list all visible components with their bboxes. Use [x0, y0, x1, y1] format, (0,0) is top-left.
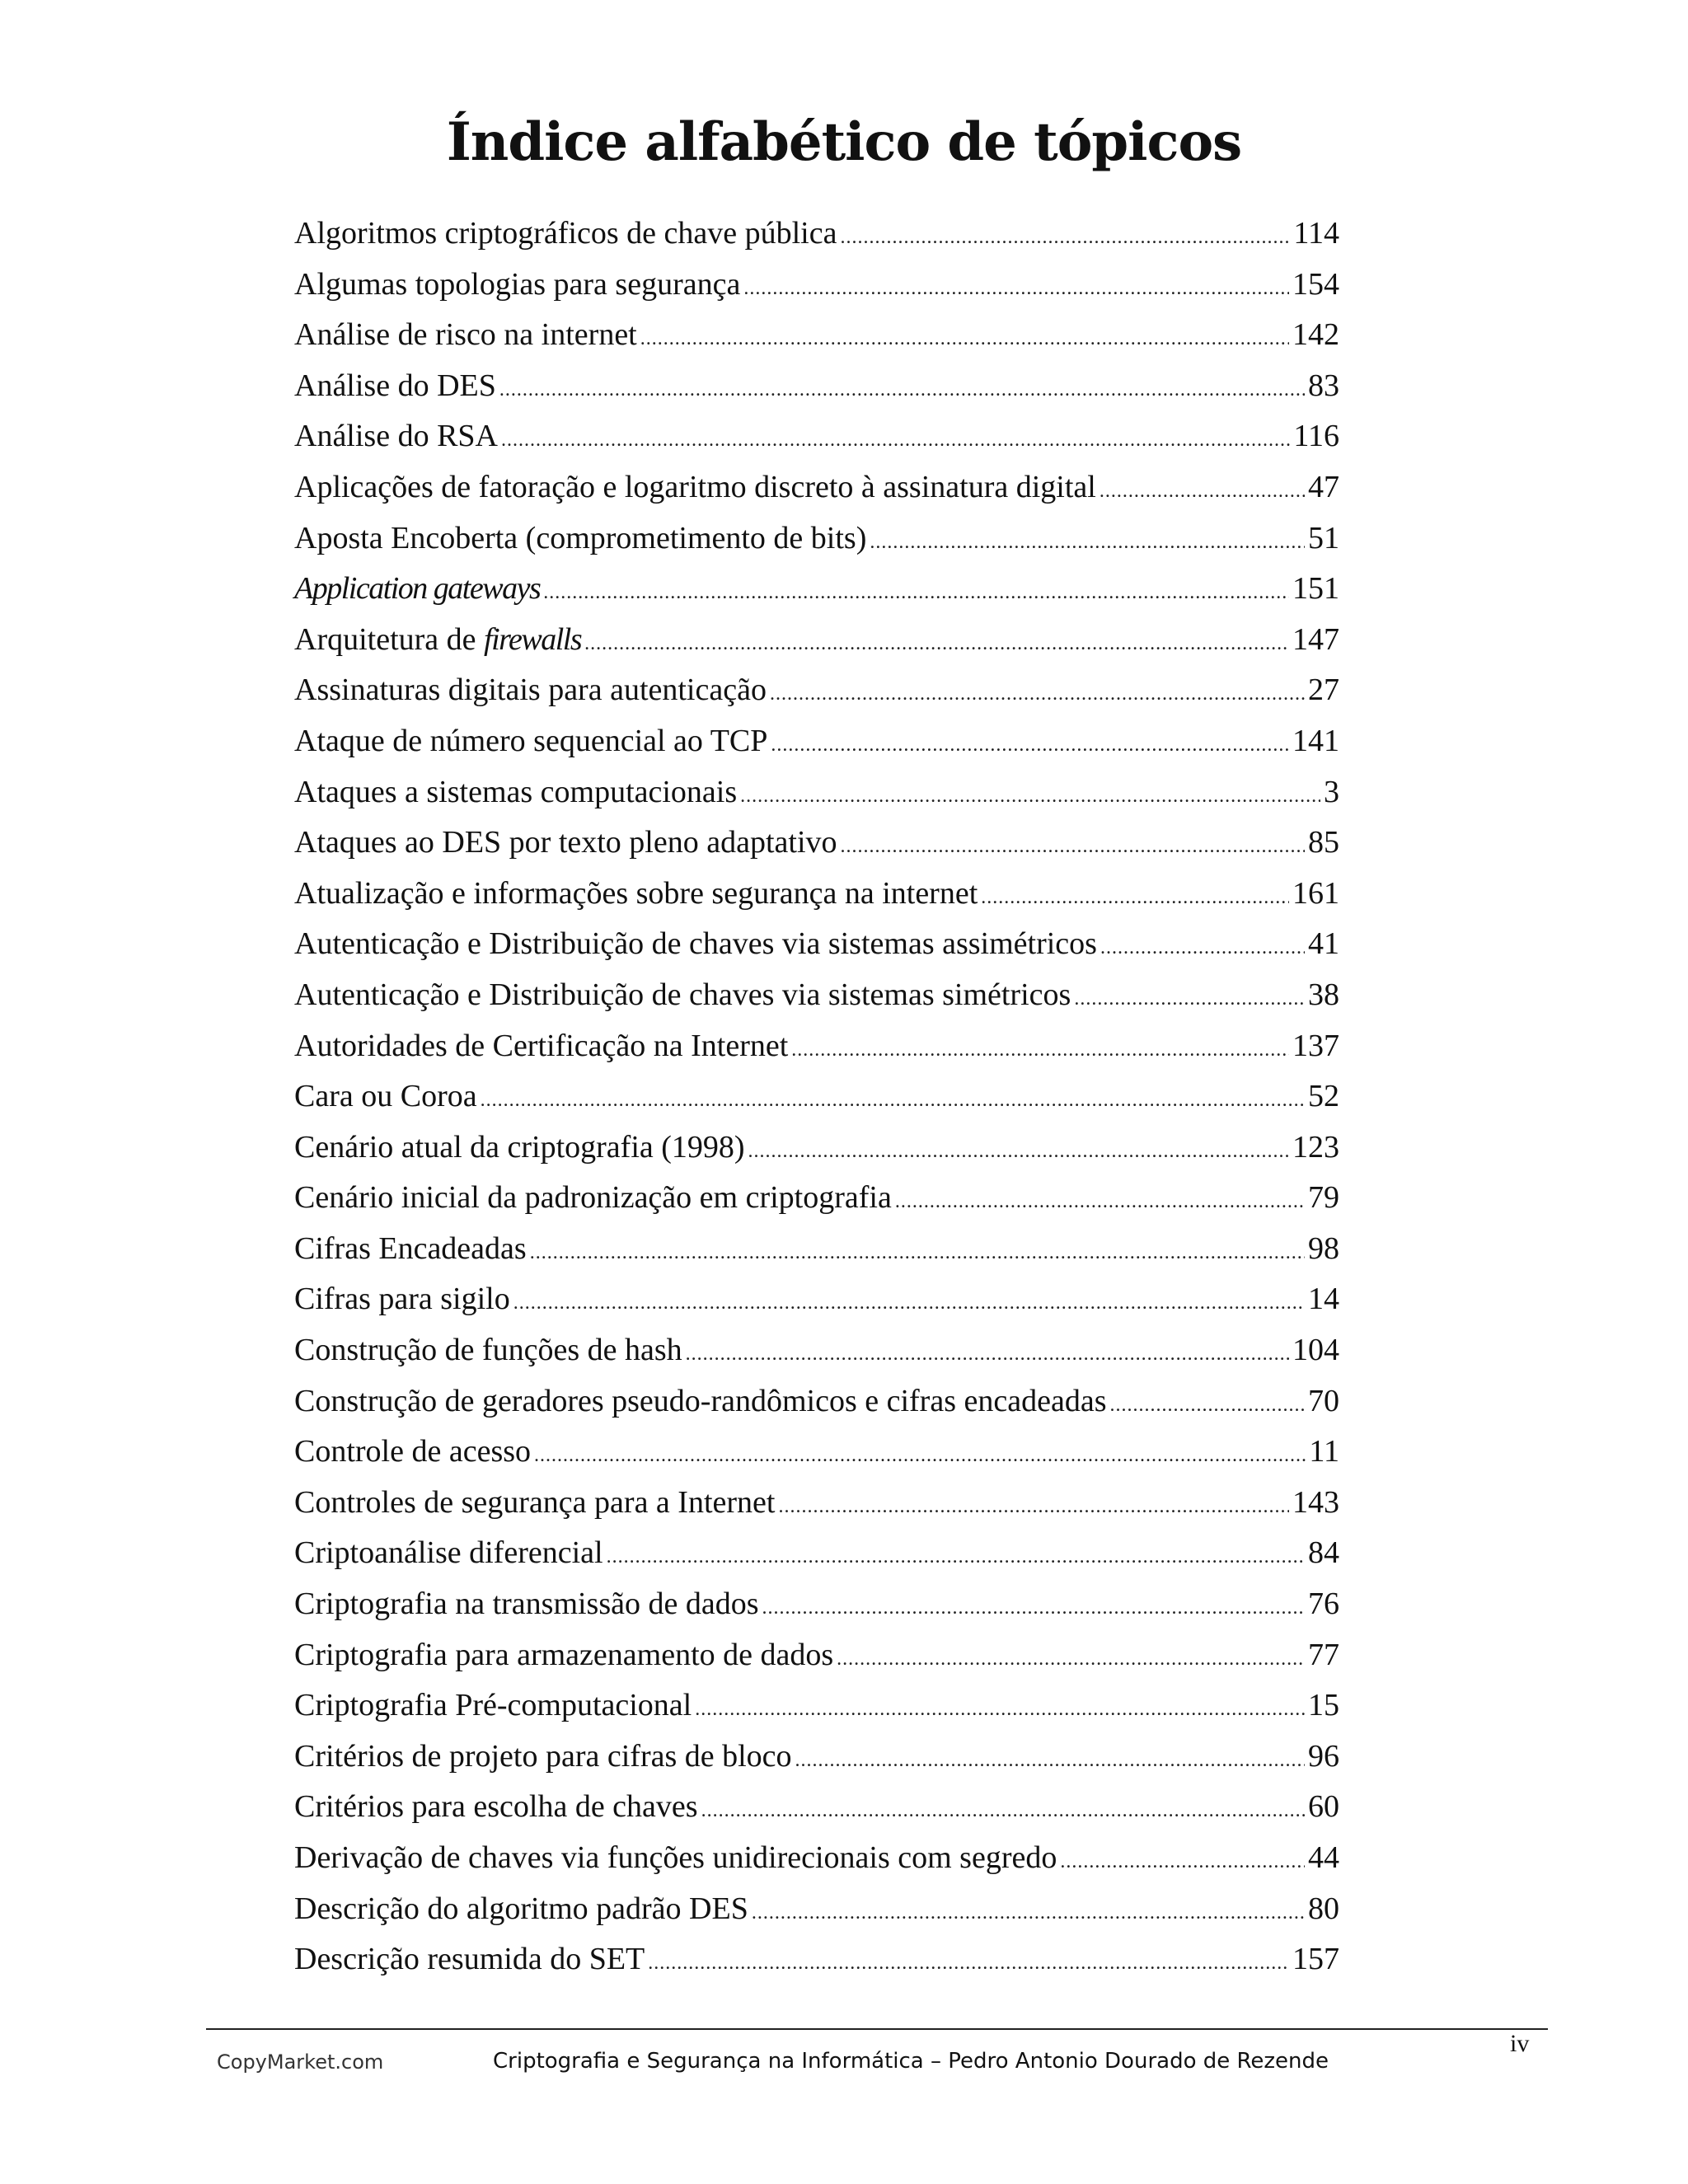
index-entry — [294, 310, 1339, 361]
footer-divider — [206, 2028, 1548, 2030]
index-entry — [294, 1274, 1339, 1325]
entry-page: 147 — [1292, 621, 1339, 657]
dot-leader — [640, 314, 1289, 365]
entry-label: Aposta Encoberta (comprometimento de bits) — [294, 520, 867, 555]
entry-label: Cara ou Coroa — [294, 1079, 477, 1114]
dot-leader — [686, 1329, 1289, 1380]
dot-leader — [778, 1482, 1289, 1533]
dot-leader — [499, 365, 1305, 416]
dot-leader — [534, 1431, 1306, 1482]
entry-label: Autenticação e Distribuição de chaves via sistemas assimétricos — [294, 926, 1097, 962]
entry-page: 84 — [1308, 1535, 1339, 1571]
index-entry — [294, 564, 1339, 615]
dot-leader — [701, 1786, 1305, 1837]
entry-page: 14 — [1308, 1282, 1339, 1317]
entry-label: Application gateways — [294, 571, 541, 607]
entry-page: 44 — [1308, 1840, 1339, 1875]
entry-label: Autoridades de Certificação na Internet — [294, 1028, 789, 1063]
index-entry — [294, 1782, 1339, 1833]
entry-page: 142 — [1292, 317, 1339, 353]
index-entry — [294, 361, 1339, 412]
index-entry — [294, 1021, 1339, 1072]
entry-label: Algoritmos criptográficos de chave pública — [294, 216, 837, 251]
dot-leader — [513, 1278, 1305, 1329]
entry-page: 96 — [1308, 1738, 1339, 1774]
index-entry — [294, 919, 1339, 970]
index-entry — [294, 1427, 1339, 1478]
dot-leader — [981, 873, 1289, 924]
dot-leader — [543, 568, 1289, 619]
entry-page: 114 — [1293, 216, 1339, 251]
dot-leader — [740, 771, 1320, 823]
dot-leader — [870, 518, 1305, 569]
dot-leader — [1100, 466, 1305, 518]
dot-leader — [1109, 1380, 1305, 1432]
entry-label-prefix: Arquitetura de — [294, 621, 485, 657]
dot-leader — [481, 1076, 1305, 1127]
entry-page: 98 — [1308, 1230, 1339, 1266]
dot-leader — [762, 1583, 1305, 1634]
entry-page: 15 — [1308, 1688, 1339, 1723]
entry-page: 38 — [1308, 977, 1339, 1012]
entry-label: Ataques ao DES por texto pleno adaptativo — [294, 825, 837, 860]
entry-page: 77 — [1308, 1637, 1339, 1672]
index-entry — [294, 665, 1339, 716]
index-entry — [294, 1071, 1339, 1122]
dot-leader — [841, 822, 1305, 873]
dot-leader — [1100, 923, 1305, 974]
dot-leader — [695, 1685, 1305, 1736]
entry-page: 161 — [1292, 875, 1339, 911]
index-entry — [294, 1224, 1339, 1275]
entry-label — [294, 615, 581, 666]
dot-leader — [584, 619, 1289, 670]
index-entry — [294, 1579, 1339, 1630]
entry-label: Análise de risco na internet — [294, 317, 637, 353]
index-entry — [294, 411, 1339, 462]
page-title: Índice alfabético de tópicos — [446, 111, 1242, 173]
footer-book-title: Criptografia e Segurança na Informática – Pedro Antonio Dourado de Rezende — [493, 2049, 1329, 2074]
index-entry — [294, 1173, 1339, 1224]
index-entry — [294, 1884, 1339, 1935]
entry-page: 41 — [1308, 926, 1339, 962]
dot-leader — [795, 1736, 1305, 1787]
entry-label: Assinaturas digitais para autenticação — [294, 673, 767, 708]
footer-site: CopyMarket.com — [217, 2050, 384, 2074]
index-entry — [294, 970, 1339, 1021]
dot-leader — [530, 1228, 1305, 1279]
entry-label: Cenário atual da criptografia (1998) — [294, 1129, 745, 1165]
entry-label: Descrição do algoritmo padrão DES — [294, 1891, 748, 1926]
dot-leader — [1060, 1837, 1305, 1888]
entry-label: Construção de geradores pseudo-randômicos e cifras encadeadas — [294, 1383, 1107, 1418]
index-entry — [294, 818, 1339, 869]
entry-label: Critérios de projeto para cifras de bloco — [294, 1738, 792, 1774]
index-entry — [294, 1630, 1339, 1681]
index-entry — [294, 260, 1339, 311]
index-entry — [294, 1732, 1339, 1783]
entry-page: 83 — [1308, 368, 1339, 403]
dot-leader — [791, 1025, 1289, 1076]
index-entry — [294, 1478, 1339, 1529]
entry-page: 47 — [1308, 469, 1339, 504]
index-entry — [294, 716, 1339, 767]
index-entry — [294, 1833, 1339, 1884]
index-entry — [294, 1376, 1339, 1427]
index-entry — [294, 1122, 1339, 1174]
entry-label: Cifras Encadeadas — [294, 1230, 527, 1266]
index-entry — [294, 869, 1339, 920]
dot-leader — [1074, 974, 1305, 1025]
entry-page: 157 — [1292, 1942, 1339, 1977]
dot-leader — [837, 1634, 1305, 1685]
entry-page: 52 — [1308, 1079, 1339, 1114]
entry-page: 151 — [1292, 571, 1339, 607]
dot-leader — [840, 213, 1290, 264]
index-entry — [294, 1934, 1339, 1985]
entry-page: 123 — [1292, 1129, 1339, 1165]
index-list — [294, 209, 1339, 1985]
entry-page: 60 — [1308, 1789, 1339, 1825]
entry-label: Controle de acesso — [294, 1434, 532, 1469]
index-entry — [294, 513, 1339, 565]
index-entry — [294, 462, 1339, 513]
entry-label: Ataques a sistemas computacionais — [294, 774, 738, 809]
entry-label: Cenário inicial da padronização em criptografia — [294, 1180, 892, 1216]
entry-label: Criptografia na transmissão de dados — [294, 1586, 759, 1622]
entry-page: 51 — [1308, 520, 1339, 555]
dot-leader — [752, 1888, 1305, 1939]
entry-label: Autenticação e Distribuição de chaves via sistemas simétricos — [294, 977, 1071, 1012]
index-entry — [294, 1528, 1339, 1579]
index-entry — [294, 1325, 1339, 1376]
entry-label: Derivação de chaves via funções unidirecionais com segredo — [294, 1840, 1057, 1875]
dot-leader — [771, 720, 1289, 771]
entry-label: Criptoanálise diferencial — [294, 1535, 603, 1571]
entry-page: 80 — [1308, 1891, 1339, 1926]
entry-page: 141 — [1292, 723, 1339, 758]
dot-leader — [743, 264, 1289, 315]
dot-leader — [748, 1127, 1289, 1178]
entry-page: 154 — [1292, 266, 1339, 302]
entry-label-italic: firewalls — [484, 621, 582, 657]
dot-leader — [607, 1532, 1305, 1583]
entry-page: 85 — [1308, 825, 1339, 860]
entry-label: Atualização e informações sobre segurança na internet — [294, 875, 978, 911]
index-entry — [294, 1680, 1339, 1732]
entry-label: Ataque de número sequencial ao TCP — [294, 723, 768, 758]
entry-page: 11 — [1309, 1434, 1339, 1469]
dot-leader — [501, 415, 1290, 466]
entry-label: Aplicações de fatoração e logaritmo discreto à assinatura digital — [294, 469, 1096, 504]
index-entry — [294, 615, 1339, 666]
entry-page: 27 — [1308, 673, 1339, 708]
entry-label: Critérios para escolha de chaves — [294, 1789, 698, 1825]
entry-page: 104 — [1292, 1333, 1339, 1368]
dot-leader — [648, 1938, 1289, 1990]
entry-page: 143 — [1292, 1484, 1339, 1520]
entry-page: 3 — [1324, 774, 1339, 809]
entry-page: 76 — [1308, 1586, 1339, 1622]
entry-label: Construção de funções de hash — [294, 1333, 682, 1368]
index-entry — [294, 767, 1339, 818]
entry-page: 116 — [1293, 419, 1339, 454]
entry-label: Cifras para sigilo — [294, 1282, 510, 1317]
entry-page: 70 — [1308, 1383, 1339, 1418]
entry-page: 79 — [1308, 1180, 1339, 1216]
page-number: iv — [1510, 2030, 1530, 2057]
entry-label: Algumas topologias para segurança — [294, 266, 741, 302]
entry-label: Controles de segurança para a Internet — [294, 1484, 776, 1520]
dot-leader — [770, 669, 1305, 720]
entry-label: Criptografia Pré-computacional — [294, 1688, 692, 1723]
index-entry — [294, 209, 1339, 260]
entry-label: Descrição resumida do SET — [294, 1942, 645, 1977]
entry-label: Análise do RSA — [294, 419, 498, 454]
dot-leader — [895, 1177, 1305, 1228]
entry-page: 137 — [1292, 1028, 1339, 1063]
entry-label: Análise do DES — [294, 368, 496, 403]
entry-label: Criptografia para armazenamento de dados — [294, 1637, 834, 1672]
